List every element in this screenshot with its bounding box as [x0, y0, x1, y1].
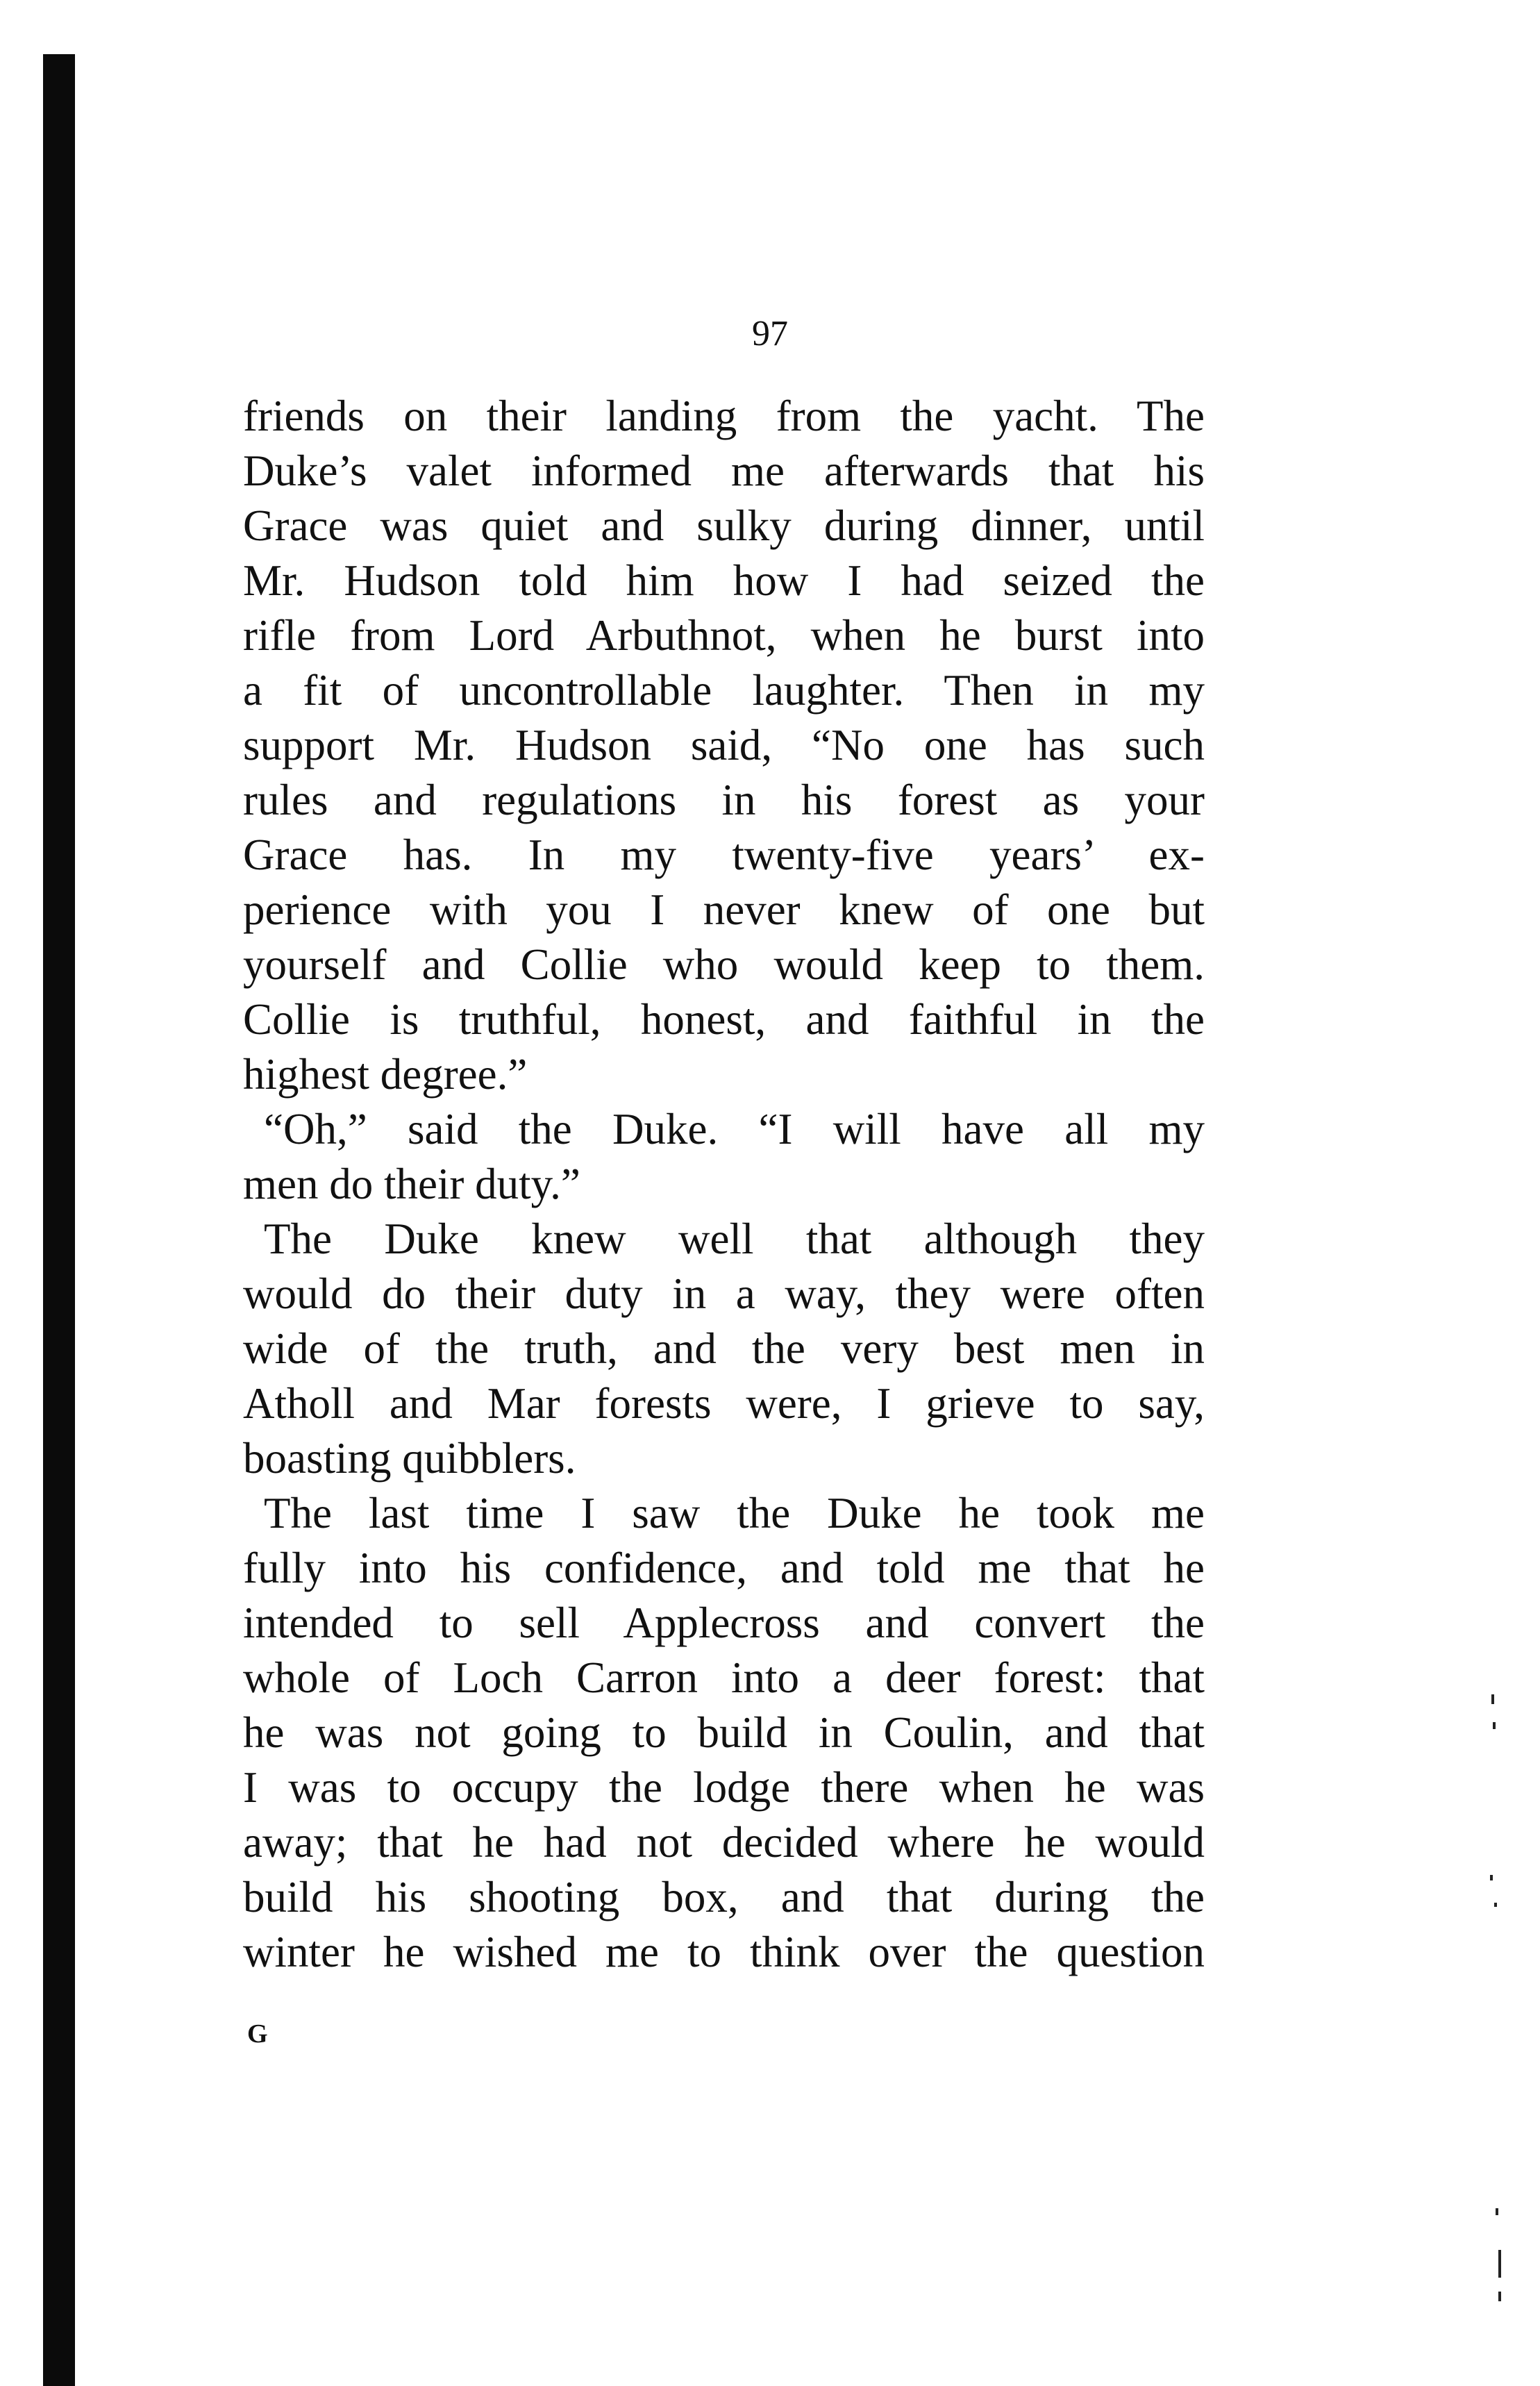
signature-mark: G [247, 2019, 268, 2049]
text-line: he was not going to build in Coulin, and that [243, 1708, 1205, 1757]
text-line: fully into his confidence, and told me that he [243, 1544, 1205, 1592]
text-line: whole of Loch Carron into a deer forest: that [243, 1653, 1205, 1702]
text-line: The Duke knew well that although they [264, 1215, 1205, 1263]
text-line: men do their duty.” [243, 1160, 580, 1208]
scan-specks [1478, 1694, 1519, 2319]
text-line: rules and regulations in his forest as your [243, 776, 1205, 824]
body-text [243, 389, 1205, 1980]
page-number: 97 [752, 314, 788, 353]
text-line: highest degree.” [243, 1050, 528, 1099]
binding-edge-shadow [43, 54, 75, 2386]
text-line: Mr. Hudson told him how I had seized the [243, 556, 1205, 605]
text-line: away; that he had not decided where he would [243, 1818, 1205, 1867]
text-line: wide of the truth, and the very best men in [243, 1324, 1205, 1373]
text-line: perience with you I never knew of one but [243, 885, 1205, 934]
text-line: would do their duty in a way, they were often [243, 1269, 1205, 1318]
text-line: “Oh,” said the Duke. “I will have all my [264, 1105, 1205, 1153]
text-line: I was to occupy the lodge there when he was [243, 1763, 1205, 1812]
text-line: Grace has. In my twenty-five years’ ex- [243, 831, 1205, 879]
text-line: rifle from Lord Arbuthnot, when he burst into [243, 611, 1205, 660]
text-line: a fit of uncontrollable laughter. Then in my [243, 666, 1205, 715]
text-line: Grace was quiet and sulky during dinner, until [243, 501, 1205, 550]
text-line: support Mr. Hudson said, “No one has such [243, 721, 1205, 769]
text-line: yourself and Collie who would keep to them. [243, 940, 1205, 989]
text-line: Atholl and Mar forests were, I grieve to say, [243, 1379, 1205, 1428]
text-line: Duke’s valet informed me afterwards that his [243, 447, 1205, 495]
text-line: The last time I saw the Duke he took me [264, 1489, 1205, 1537]
text-line: winter he wished me to think over the question [243, 1928, 1205, 1976]
text-line: build his shooting box, and that during the [243, 1873, 1205, 1921]
text-line: friends on their landing from the yacht. The [243, 392, 1205, 440]
text-line: intended to sell Applecross and convert the [243, 1599, 1205, 1647]
text-line: Collie is truthful, honest, and faithful in the [243, 995, 1205, 1044]
text-line: boasting quibblers. [243, 1434, 576, 1483]
